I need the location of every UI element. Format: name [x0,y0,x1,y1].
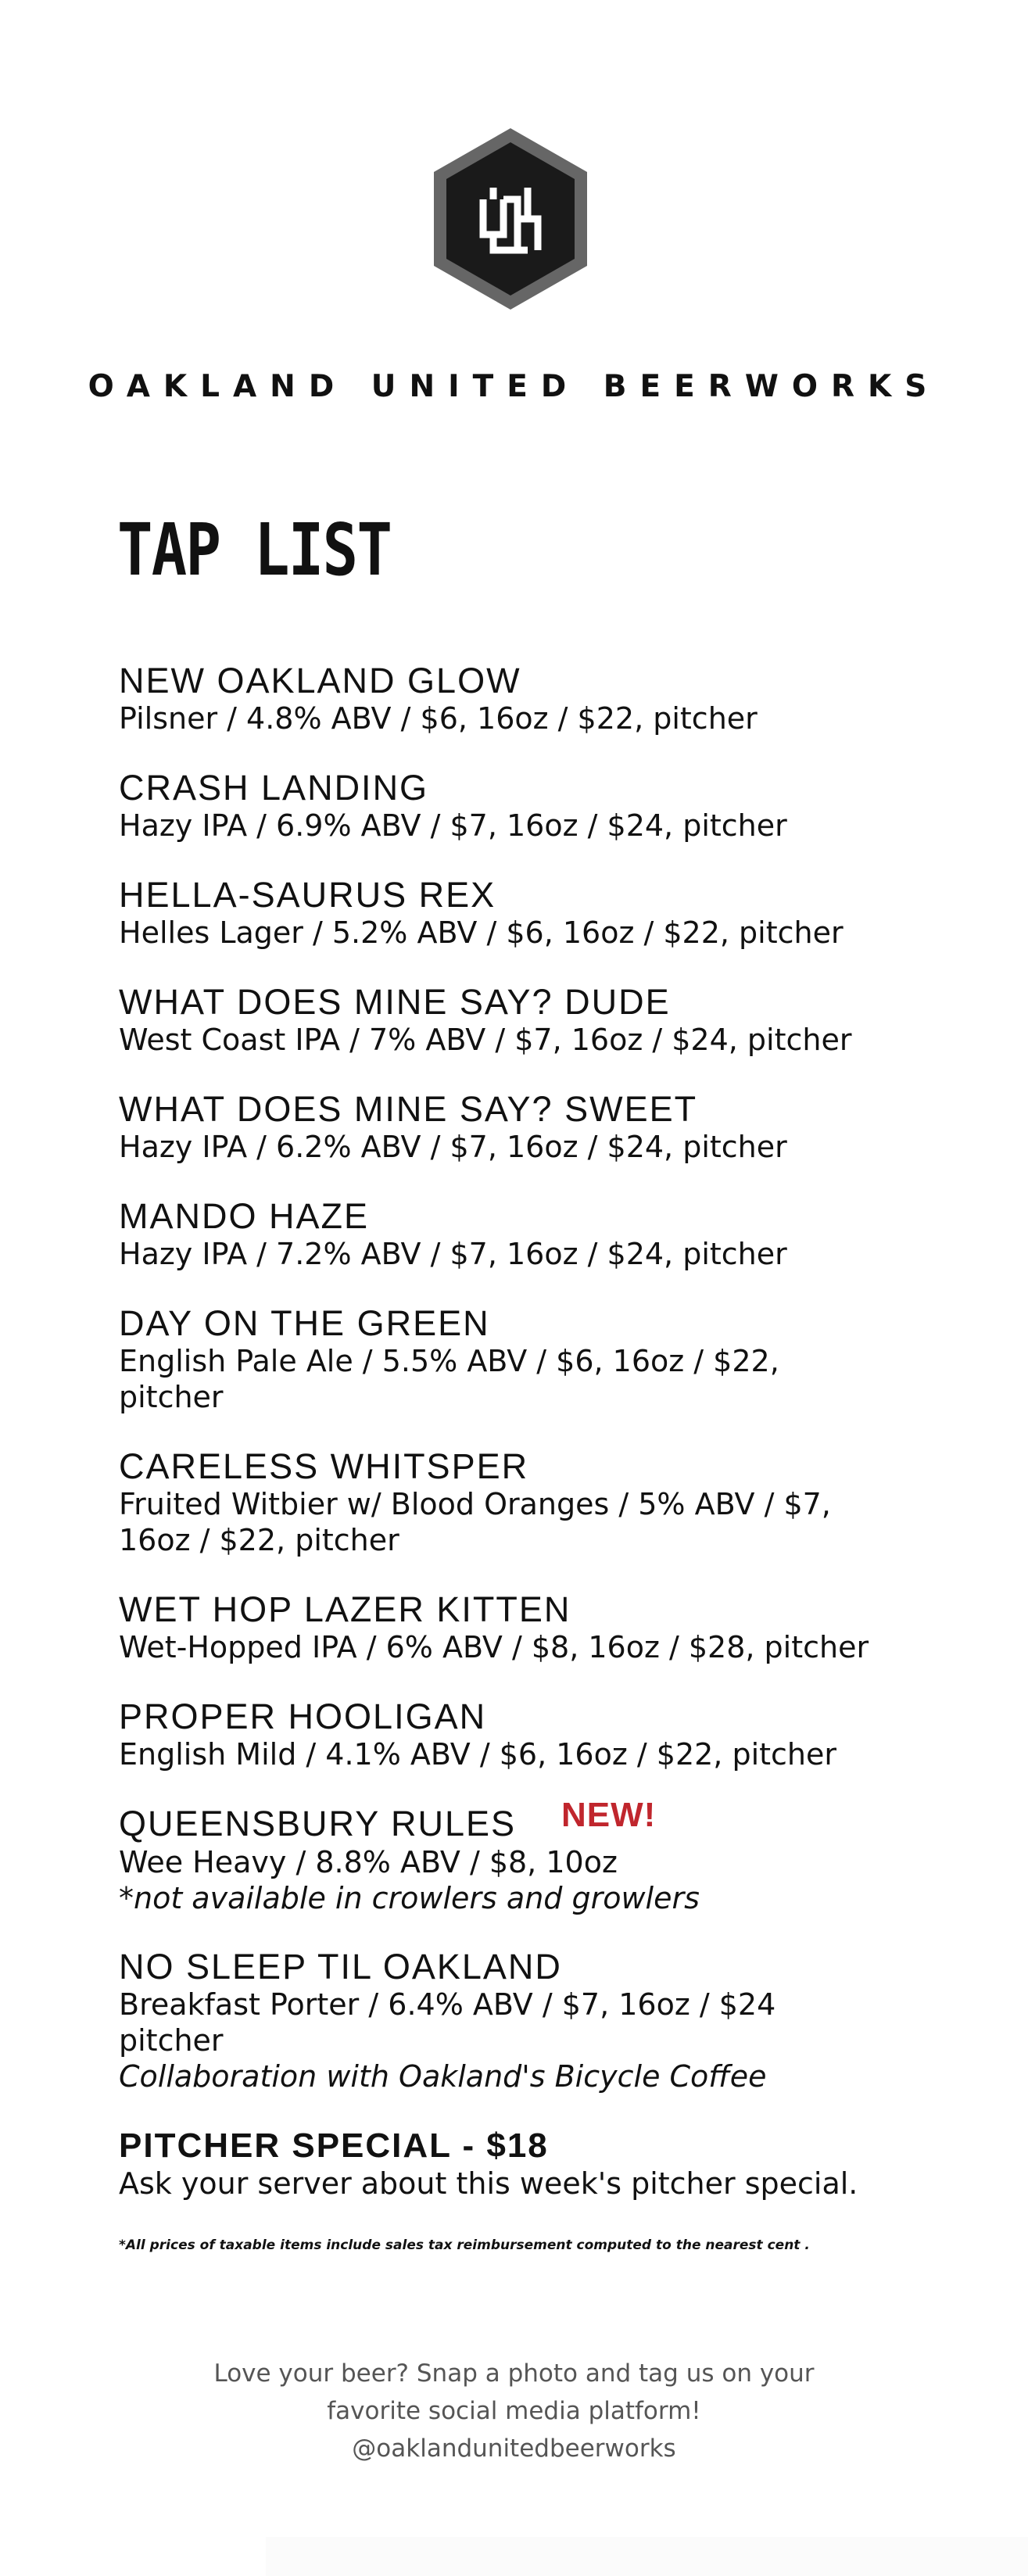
beer-description: Wee Heavy / 8.8% ABV / $8, 10oz [119,1845,618,1879]
beer-name: NO SLEEP TIL OAKLAND [119,1947,562,1987]
beer-description: Hazy IPA / 7.2% ABV / $7, 16oz / $24, pitcher [119,1237,787,1271]
beer-note: Collaboration with Oakland's Bicycle Coffee [119,2059,767,2094]
list-item [119,876,932,951]
beer-name: HELLA-SAURUS REX [119,875,496,915]
beer-description: Helles Lager / 5.2% ABV / $6, 16oz / $22, pitcher [119,915,844,950]
list-item [119,1090,932,1165]
beer-description: Hazy IPA / 6.9% ABV / $7, 16oz / $24, pitcher [119,808,787,843]
beer-description: English Mild / 4.1% ABV / $6, 16oz / $22, pitcher [119,1737,837,1772]
beer-name: WET HOP LAZER KITTEN [119,1589,571,1629]
list-item [119,983,932,1058]
footer-line: favorite social media platform! [327,2397,701,2425]
list-item [119,1796,932,1916]
list-item [119,1947,932,2094]
list-item [119,661,932,736]
footer [0,2355,1028,2467]
beer-description: Hazy IPA / 6.2% ABV / $7, 16oz / $24, pitcher [119,1130,787,1164]
brewery-name: OAKLAND UNITED BEERWORKS [88,369,940,404]
special-description: Ask your server about this week's pitcher special. [119,2166,858,2201]
beer-name-text: QUEENSBURY RULES [119,1804,516,1843]
beer-name: PROPER HOOLIGAN [119,1696,487,1736]
beer-description: Wet-Hopped IPA / 6% ABV / $8, 16oz / $28, pitcher [119,1630,869,1664]
beer-note: *not available in crowlers and growlers [119,1881,700,1915]
beer-description: English Pale Ale / 5.5% ABV / $6, 16oz / $22, pitcher [119,1344,779,1414]
tax-disclaimer: *All prices of taxable items include sales tax reimbursement computed to the nearest cent . [119,2237,810,2253]
list-item [119,769,932,844]
beer-name [119,1796,932,1844]
pitcher-special [119,2126,932,2202]
beer-description: West Coast IPA / 7% ABV / $7, 16oz / $24, pitcher [119,1023,852,1057]
list-item [119,1697,932,1772]
beer-description: Breakfast Porter / 6.4% ABV / $7, 16oz / $24 pitcher [119,1987,776,2058]
list-item [119,1447,932,1558]
social-handle: @oaklandunitedbeerworks [352,2434,676,2463]
beer-name: WHAT DOES MINE SAY? DUDE [119,982,671,1022]
beer-description: Fruited Witbier w/ Blood Oranges / 5% ABV / $7, 16oz / $22, pitcher [119,1487,831,1557]
beer-name: NEW OAKLAND GLOW [119,661,521,700]
new-badge: NEW! [561,1796,657,1834]
special-title: PITCHER SPECIAL - $18 [119,2126,549,2165]
beer-description: Pilsner / 4.8% ABV / $6, 16oz / $22, pitcher [119,701,758,736]
beer-name: DAY ON THE GREEN [119,1303,490,1343]
list-item [119,1304,932,1415]
footer-line: Love your beer? Snap a photo and tag us on your [213,2359,815,2388]
brewery-logo-icon [428,125,593,313]
page-title: TAP LIST [117,508,392,592]
beer-name: MANDO HAZE [119,1196,370,1236]
beer-name: WHAT DOES MINE SAY? SWEET [119,1089,698,1129]
beer-name: CRASH LANDING [119,768,429,808]
list-item [119,1197,932,1272]
beer-name: CARELESS WHITSPER [119,1446,529,1486]
list-item [119,1590,932,1665]
bottom-strip [266,2537,1028,2576]
